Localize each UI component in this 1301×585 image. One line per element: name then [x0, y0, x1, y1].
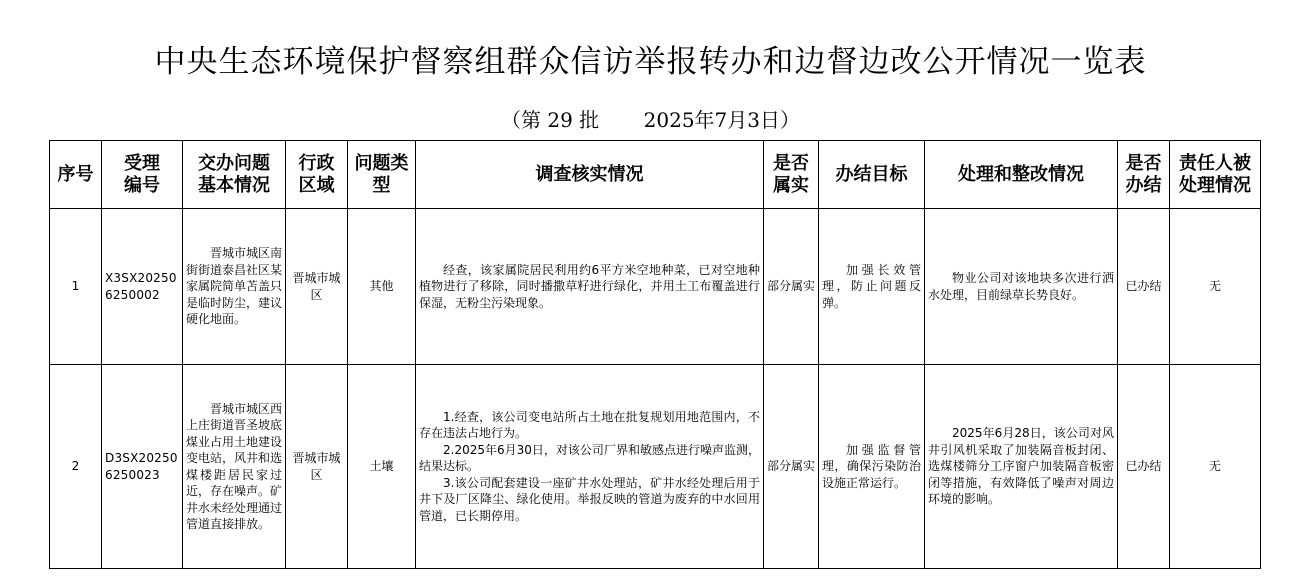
header-accountability: 责任人被处理情况 — [1170, 141, 1261, 209]
cell-index: 1 — [50, 209, 102, 365]
cell-investigation — [416, 365, 764, 569]
cell-accountability: 无 — [1170, 365, 1261, 569]
header-rectification: 处理和整改情况 — [925, 141, 1118, 209]
batch-date-subtitle: （第 29 批 2025年7月3日） — [500, 108, 800, 132]
cell-issue: 晋城市城区南街街道泰昌社区某家属院简单苫盖只是临时防尘，建议硬化地面。 — [183, 209, 286, 365]
investigation-paragraph: 2.2025年6月30日，对该公司厂界和敏感点进行噪声监测，结果达标。 — [419, 442, 760, 474]
header-index: 序号 — [50, 141, 102, 209]
cell-goal: 加强监督管理，确保污染防治设施正常运行。 — [819, 365, 925, 569]
petition-table — [49, 140, 1261, 569]
page-title: 中央生态环境保护督察组群众信访举报转办和边督边改公开情况一览表 — [154, 44, 1147, 80]
table-row — [50, 209, 1261, 365]
header-goal: 办结目标 — [819, 141, 925, 209]
table-row — [50, 365, 1261, 569]
header-investigation: 调查核实情况 — [416, 141, 764, 209]
cell-verified: 部分属实 — [764, 209, 819, 365]
cell-type: 其他 — [348, 209, 416, 365]
investigation-paragraph: 3.该公司配套建设一座矿井水处理站，矿井水经处理后用于井下及厂区降尘、绿化使用。举报反映的管道为废弃的中水回用管道，已长期停用。 — [419, 475, 760, 523]
cell-issue: 晋城市城区西上庄街道晋圣坡底煤业占用土地建设变电站，风井和选煤楼距居民家过近，存在噪声。矿井水未经处理通过管道直接排放。 — [183, 365, 286, 569]
header-row — [50, 141, 1261, 209]
cell-code: X3SX202506250002 — [102, 209, 183, 365]
header-verified: 是否属实 — [764, 141, 819, 209]
cell-investigation — [416, 209, 764, 365]
cell-goal: 加强长效管理，防止问题反弹。 — [819, 209, 925, 365]
cell-closed: 已办结 — [1118, 209, 1170, 365]
cell-code: D3SX202506250023 — [102, 365, 183, 569]
header-issue: 交办问题基本情况 — [183, 141, 286, 209]
cell-index: 2 — [50, 365, 102, 569]
cell-rectification: 物业公司对该地块多次进行洒水处理，目前绿草长势良好。 — [925, 209, 1118, 365]
header-code: 受理编号 — [102, 141, 183, 209]
header-region: 行政区域 — [286, 141, 348, 209]
cell-verified: 部分属实 — [764, 365, 819, 569]
header-type: 问题类型 — [348, 141, 416, 209]
cell-rectification: 2025年6月28日，该公司对风井引风机采取了加装隔音板封闭、选煤楼筛分工序窗户加装隔音板密闭等措施，有效降低了噪声对周边环境的影响。 — [925, 365, 1118, 569]
cell-accountability: 无 — [1170, 209, 1261, 365]
cell-region: 晋城市城区 — [286, 365, 348, 569]
cell-closed: 已办结 — [1118, 365, 1170, 569]
cell-type: 土壤 — [348, 365, 416, 569]
header-closed: 是否办结 — [1118, 141, 1170, 209]
investigation-paragraph: 经查，该家属院居民利用约6平方米空地种菜，已对空地种植物进行了移除，同时播撒草籽进行绿化，并用土工布覆盖进行保湿，无粉尘污染现象。 — [419, 262, 760, 310]
investigation-paragraph: 1.经查，该公司变电站所占土地在批复规划用地范围内，不存在违法占地行为。 — [419, 409, 760, 441]
cell-region: 晋城市城区 — [286, 209, 348, 365]
